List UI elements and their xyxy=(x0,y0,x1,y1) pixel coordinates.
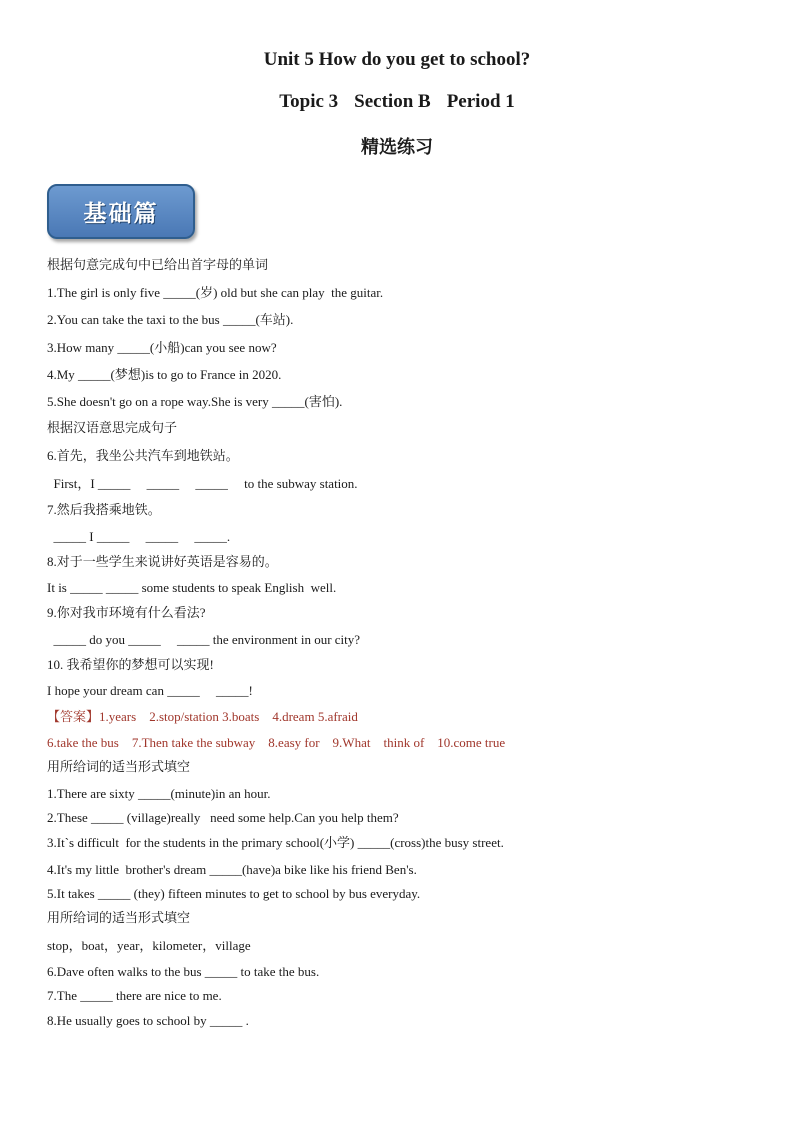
part3-heading: 用所给词的适当形式填空 xyxy=(47,760,191,775)
part1-heading: 根据句意完成句中已给出首字母的单词 xyxy=(47,258,269,273)
exercise-line: It is _____ _____ some students to speak English well. xyxy=(47,580,337,595)
page-title: Unit 5 How do you get to school? xyxy=(263,49,531,70)
answer-line-1 xyxy=(47,709,358,725)
exercise-line: I hope your dream can _____ _____! xyxy=(47,683,253,698)
exercise-line: _____ do you _____ _____ the environment in our city? xyxy=(47,632,361,647)
exercise-line: 10. 我希望你的梦想可以实现! xyxy=(47,657,214,672)
answer-text: 1.years 2.stop/station 3.boats 4.dream 5.afraid xyxy=(99,709,358,724)
word-bank: stop，boat，year，kilometer，village xyxy=(47,938,251,953)
exercise-line: 8.对于一些学生来说讲好英语是容易的。 xyxy=(47,554,278,569)
answer-label: 【答案】 xyxy=(47,709,100,724)
exercise-line: First，I _____ _____ _____ to the subway station. xyxy=(47,476,358,491)
topic-label: Topic 3 xyxy=(279,91,339,112)
exercise-line: 6.首先，我坐公共汽车到地铁站。 xyxy=(47,448,239,463)
exercise-line: 2.These _____ (village)really need some help.Can you help them? xyxy=(47,810,399,825)
exercise-line: 5.She doesn't go on a rope way.She is very _____(害怕). xyxy=(47,394,343,409)
section-label: Section B xyxy=(354,91,431,112)
badge-label: 基础篇 xyxy=(83,201,159,227)
exercise-line: 8.He usually goes to school by _____ . xyxy=(47,1013,249,1028)
exercise-line: 6.Dave often walks to the bus _____ to take the bus. xyxy=(47,964,320,979)
section-badge xyxy=(47,184,195,239)
exercise-line: 4.It's my little brother's dream _____(have)a bike like his friend Ben's. xyxy=(47,862,417,877)
lesson-info xyxy=(0,91,794,113)
exercise-line: 7.然后我搭乘地铁。 xyxy=(47,502,161,517)
exercise-line: _____ I _____ _____ _____. xyxy=(47,529,231,544)
part2-heading: 根据汉语意思完成句子 xyxy=(47,421,178,436)
part4-heading: 用所给词的适当形式填空 xyxy=(47,911,191,926)
exercise-line: 1.There are sixty _____(minute)in an hour. xyxy=(47,786,271,801)
exercise-line: 3.It`s difficult for the students in the primary school(小学) _____(cross)the busy street. xyxy=(47,835,504,850)
period-label: Period 1 xyxy=(446,91,515,112)
exercise-line: 2.You can take the taxi to the bus _____(车站). xyxy=(47,312,294,327)
exercise-line: 1.The girl is only five _____(岁) old but she can play the guitar. xyxy=(47,285,384,300)
exercise-line: 9.你对我市环境有什么看法? xyxy=(47,605,206,620)
exercise-line: 3.How many _____(小船)can you see now? xyxy=(47,340,277,355)
exercise-line: 4.My _____(梦想)is to go to France in 2020. xyxy=(47,367,282,382)
answer-line-2: 6.take the bus 7.Then take the subway 8.easy for 9.What think of 10.come true xyxy=(47,735,506,750)
exercise-line: 5.It takes _____ (they) fifteen minutes to get to school by bus everyday. xyxy=(47,886,421,901)
page-subtitle: 精选练习 xyxy=(361,137,433,158)
exercise-line: 7.The _____ there are nice to me. xyxy=(47,988,222,1003)
